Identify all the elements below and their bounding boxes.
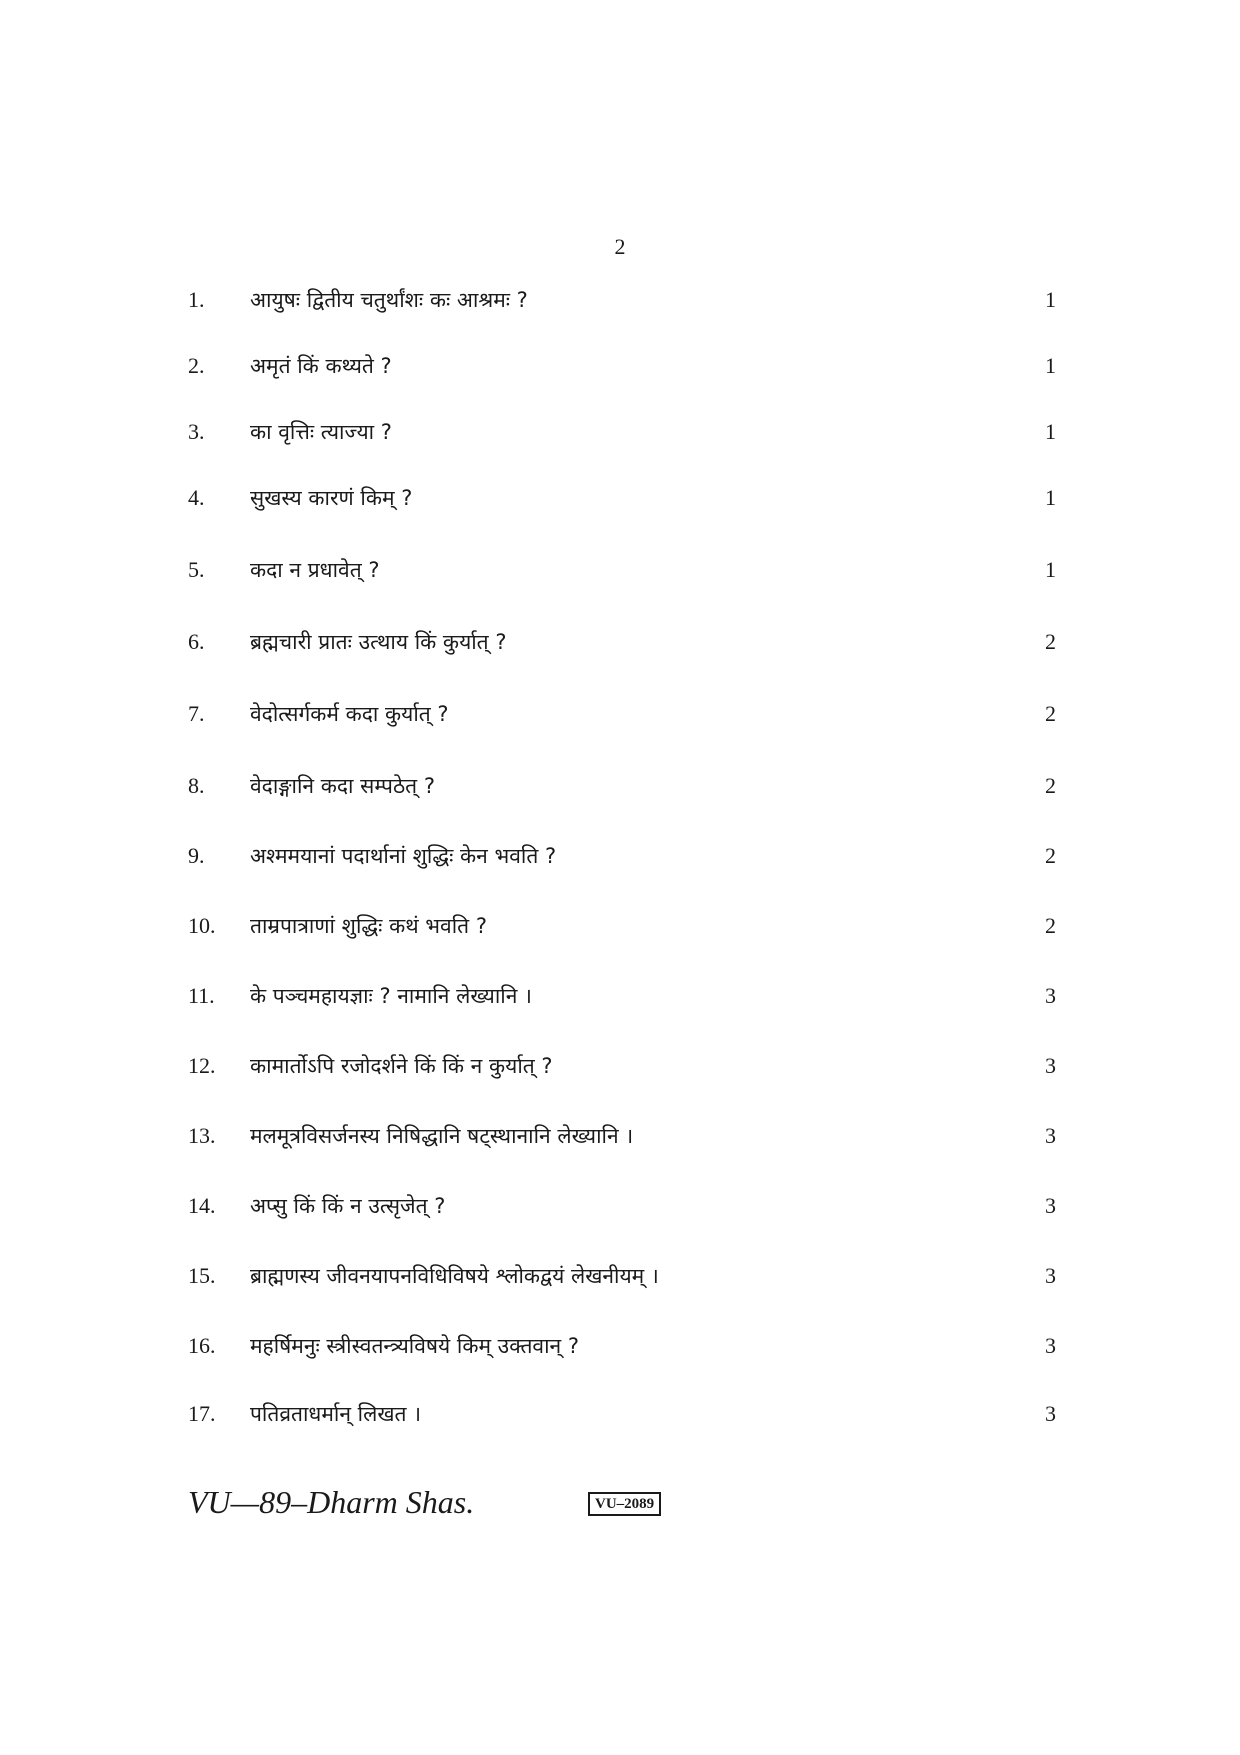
question-marks: 3 — [1045, 1401, 1056, 1426]
question-marks: 3 — [1045, 1123, 1056, 1148]
question-number: 12. — [188, 1053, 216, 1078]
question-marks: 3 — [1045, 983, 1056, 1008]
question-text: वेदाङ्गानि कदा सम्पठेत् ? — [250, 774, 435, 798]
question-row — [188, 1394, 1056, 1434]
question-text: महर्षिमनुः स्त्रीस्वतन्त्र्यविषये किम् उक्तवान् ? — [250, 1334, 580, 1358]
question-row — [188, 478, 1056, 518]
question-marks: 2 — [1045, 629, 1056, 654]
question-marks: 2 — [1045, 773, 1056, 798]
question-text: ब्रह्मचारी प्रातः उत्थाय किं कुर्यात् ? — [250, 630, 507, 654]
question-marks: 2 — [1045, 843, 1056, 868]
question-row — [188, 550, 1056, 590]
page-number: 2 — [614, 234, 626, 259]
question-number: 13. — [188, 1123, 216, 1148]
question-marks: 1 — [1045, 287, 1056, 312]
question-number: 8. — [188, 773, 205, 798]
question-text: अमृतं किं कथ्यते ? — [250, 354, 392, 378]
question-row — [188, 1326, 1056, 1366]
question-row — [188, 766, 1056, 806]
question-number: 10. — [188, 913, 216, 938]
paper-code: VU—89–Dharm Shas. — [188, 1484, 475, 1520]
question-row — [188, 280, 1056, 320]
question-text: सुखस्य कारणं किम् ? — [250, 486, 413, 510]
question-number: 2. — [188, 353, 205, 378]
question-row — [188, 1256, 1056, 1296]
question-row — [188, 694, 1056, 734]
question-row — [188, 836, 1056, 876]
question-marks: 2 — [1045, 913, 1056, 938]
question-marks: 3 — [1045, 1193, 1056, 1218]
question-text: के पञ्चमहायज्ञाः ? नामानि लेख्यानि । — [250, 984, 532, 1008]
question-number: 7. — [188, 701, 205, 726]
question-text: पतिव्रताधर्मान् लिखत । — [250, 1402, 422, 1426]
question-number: 5. — [188, 557, 205, 582]
question-marks: 2 — [1045, 701, 1056, 726]
question-row — [188, 412, 1056, 452]
question-text: कामार्तोऽपि रजोदर्शने किं किं न कुर्यात् ? — [250, 1054, 553, 1078]
question-number: 3. — [188, 419, 205, 444]
question-text: मलमूत्रविसर्जनस्य निषिद्धानि षट्स्थानानि लेख्यानि । — [250, 1124, 634, 1148]
question-row — [188, 622, 1056, 662]
question-number: 6. — [188, 629, 205, 654]
question-text: कदा न प्रधावेत् ? — [250, 558, 380, 582]
question-row — [188, 1046, 1056, 1086]
paper-code-box: VU–2089 — [588, 1492, 661, 1516]
question-marks: 3 — [1045, 1263, 1056, 1288]
question-number: 11. — [188, 983, 215, 1008]
question-marks: 1 — [1045, 485, 1056, 510]
question-row — [188, 1186, 1056, 1226]
question-row — [188, 976, 1056, 1016]
question-row — [188, 1116, 1056, 1156]
question-number: 15. — [188, 1263, 216, 1288]
question-text: ताम्रपात्राणां शुद्धिः कथं भवति ? — [250, 914, 487, 938]
question-number: 9. — [188, 843, 205, 868]
question-marks: 1 — [1045, 353, 1056, 378]
question-row — [188, 906, 1056, 946]
question-text: अप्सु किं किं न उत्सृजेत् ? — [250, 1194, 446, 1218]
question-text: का वृत्तिः त्याज्या ? — [250, 420, 392, 444]
question-number: 16. — [188, 1333, 216, 1358]
question-marks: 1 — [1045, 557, 1056, 582]
question-number: 1. — [188, 287, 205, 312]
question-row — [188, 346, 1056, 386]
question-marks: 1 — [1045, 419, 1056, 444]
question-text: वेदोत्सर्गकर्म कदा कुर्यात् ? — [250, 702, 449, 726]
question-text: अश्ममयानां पदार्थानां शुद्धिः केन भवति ? — [250, 844, 557, 868]
question-number: 4. — [188, 485, 205, 510]
question-number: 14. — [188, 1193, 216, 1218]
question-marks: 3 — [1045, 1053, 1056, 1078]
question-number: 17. — [188, 1401, 216, 1426]
question-text: ब्राह्मणस्य जीवनयापनविधिविषये श्लोकद्वयं लेखनीयम् । — [250, 1264, 659, 1288]
question-text: आयुषः द्वितीय चतुर्थांशः कः आश्रमः ? — [250, 288, 528, 312]
question-marks: 3 — [1045, 1333, 1056, 1358]
